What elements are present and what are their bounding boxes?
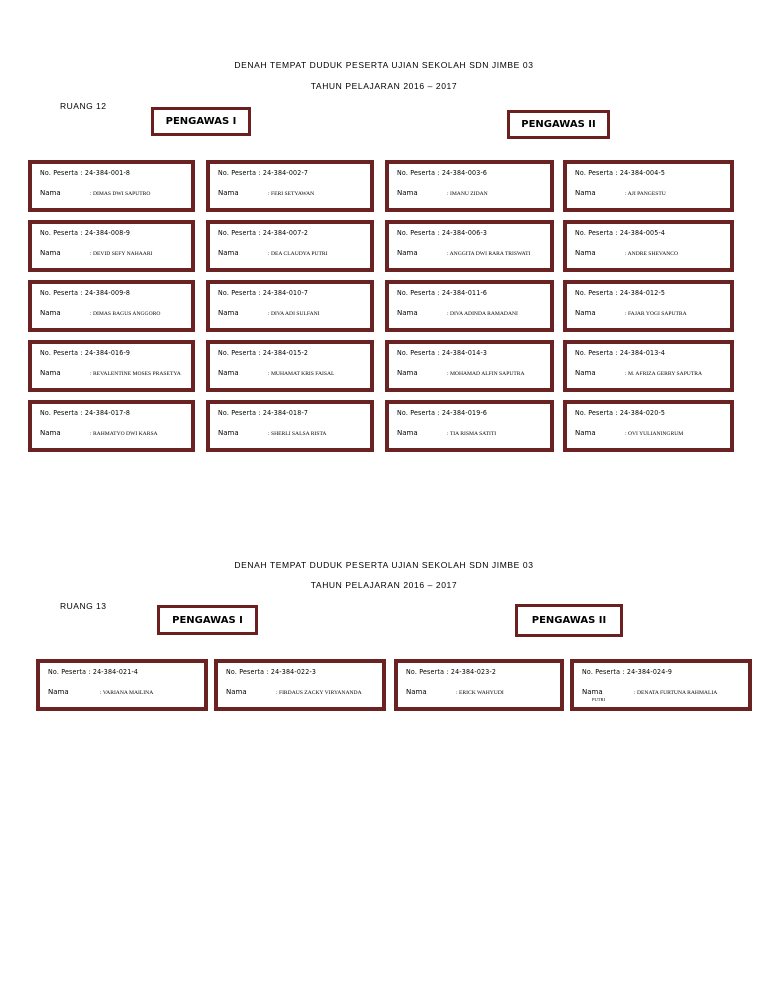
seat-card xyxy=(563,220,734,272)
participant-number-value: 24-384-024-9 xyxy=(626,668,673,676)
name-label: Nama xyxy=(226,688,247,696)
participant-number-value: 24-384-011-6 xyxy=(441,289,488,297)
room-12-label: RUANG 12 xyxy=(60,101,107,111)
participant-number xyxy=(575,289,665,297)
participant-number xyxy=(397,289,487,297)
participant-number-value: 24-384-004-5 xyxy=(619,169,666,177)
participant-number xyxy=(218,229,308,237)
seat-card xyxy=(563,400,734,452)
seat-card xyxy=(206,160,374,212)
participant-name: : IMANU ZIDAN xyxy=(447,191,488,197)
participant-number-label: No. Peserta : xyxy=(397,169,440,177)
seat-card xyxy=(36,659,208,711)
participant-number-label: No. Peserta : xyxy=(582,668,625,676)
name-label: Nama xyxy=(40,429,61,437)
participant-number-label: No. Peserta : xyxy=(218,169,261,177)
room-13-title: DENAH TEMPAT DUDUK PESERTA UJIAN SEKOLAH SDN JIMBE 03 xyxy=(234,560,534,570)
participant-name: : FIRDAUS ZACKY VIRYANANDA xyxy=(276,690,362,696)
name-label: Nama xyxy=(218,429,239,437)
participant-name: : FAJAR YOGI SAPUTRA xyxy=(625,311,687,317)
room-12-pengawas-2: PENGAWAS II xyxy=(507,110,610,139)
seat-card xyxy=(385,400,554,452)
participant-number-label: No. Peserta : xyxy=(397,409,440,417)
participant-name-continuation: PUTRI xyxy=(592,697,606,702)
name-label: Nama xyxy=(40,189,61,197)
seat-card xyxy=(206,340,374,392)
name-label: Nama xyxy=(218,189,239,197)
room-12-year: TAHUN PELAJARAN 2016 – 2017 xyxy=(310,81,458,91)
name-label: Nama xyxy=(40,249,61,257)
seat-card xyxy=(563,160,734,212)
participant-name: : OVI YULIANINGRUM xyxy=(625,431,684,437)
participant-number xyxy=(397,349,487,357)
participant-number-value: 24-384-022-3 xyxy=(270,668,317,676)
participant-name: : MOHAMAD ALFIN SAPUTRA xyxy=(447,371,525,377)
participant-number-label: No. Peserta : xyxy=(40,169,83,177)
seat-card xyxy=(28,160,195,212)
name-label: Nama xyxy=(397,369,418,377)
participant-name: : ERICK WAHYUDI xyxy=(456,690,504,696)
participant-number-label: No. Peserta : xyxy=(406,668,449,676)
participant-number-value: 24-384-005-4 xyxy=(619,229,666,237)
participant-number-value: 24-384-021-4 xyxy=(92,668,139,676)
participant-number-label: No. Peserta : xyxy=(48,668,91,676)
participant-name: : DEVID SEFY NAHAARI xyxy=(90,251,153,257)
participant-number-value: 24-384-008-9 xyxy=(84,229,131,237)
participant-number xyxy=(40,229,130,237)
seat-card xyxy=(214,659,386,711)
participant-name: : VARIANA MAILINA xyxy=(100,690,154,696)
seat-card xyxy=(206,280,374,332)
participant-number-value: 24-384-016-9 xyxy=(84,349,131,357)
seat-card xyxy=(394,659,564,711)
room-13-year: TAHUN PELAJARAN 2016 – 2017 xyxy=(310,580,458,590)
participant-number-value: 24-384-019-6 xyxy=(441,409,488,417)
name-label: Nama xyxy=(582,688,603,696)
participant-number-value: 24-384-020-5 xyxy=(619,409,666,417)
participant-name: : MUHAMAT KRIS FAISAL xyxy=(268,371,335,377)
name-label: Nama xyxy=(397,309,418,317)
participant-number xyxy=(48,668,138,676)
name-label: Nama xyxy=(397,189,418,197)
participant-number xyxy=(575,409,665,417)
participant-name: : DIVA ADI SULFANI xyxy=(268,311,320,317)
participant-number-label: No. Peserta : xyxy=(40,229,83,237)
participant-number xyxy=(40,349,130,357)
participant-number xyxy=(397,229,487,237)
participant-number-label: No. Peserta : xyxy=(575,409,618,417)
seat-card xyxy=(28,340,195,392)
name-label: Nama xyxy=(397,429,418,437)
participant-name: : DIMAS BAGUS ANGGORO xyxy=(90,311,161,317)
participant-number xyxy=(397,169,487,177)
participant-number xyxy=(218,169,308,177)
participant-number-value: 24-384-002-7 xyxy=(262,169,309,177)
seat-card xyxy=(385,220,554,272)
participant-number xyxy=(406,668,496,676)
participant-number-label: No. Peserta : xyxy=(575,229,618,237)
participant-number-label: No. Peserta : xyxy=(40,289,83,297)
participant-name: : AJI PANGESTU xyxy=(625,191,666,197)
participant-number xyxy=(40,409,130,417)
name-label: Nama xyxy=(218,249,239,257)
name-label: Nama xyxy=(575,189,596,197)
participant-number xyxy=(582,668,672,676)
participant-number-value: 24-384-010-7 xyxy=(262,289,309,297)
participant-name: : DIMAS DWI SAPUTRO xyxy=(90,191,151,197)
room-13-pengawas-2: PENGAWAS II xyxy=(515,604,623,637)
participant-number xyxy=(218,289,308,297)
participant-number xyxy=(40,169,130,177)
participant-number-value: 24-384-013-4 xyxy=(619,349,666,357)
participant-name: : FERI SETYAWAN xyxy=(268,191,315,197)
name-label: Nama xyxy=(48,688,69,696)
participant-number-label: No. Peserta : xyxy=(40,409,83,417)
seat-card xyxy=(206,220,374,272)
participant-number-value: 24-384-015-2 xyxy=(262,349,309,357)
participant-number-value: 24-384-017-8 xyxy=(84,409,131,417)
name-label: Nama xyxy=(40,309,61,317)
participant-number-label: No. Peserta : xyxy=(218,289,261,297)
participant-name: : DEA CLAUDYA PUTRI xyxy=(268,251,328,257)
participant-number-value: 24-384-012-5 xyxy=(619,289,666,297)
room-12-title: DENAH TEMPAT DUDUK PESERTA UJIAN SEKOLAH SDN JIMBE 03 xyxy=(234,60,534,70)
participant-name: : TIA RISMA SATITI xyxy=(447,431,497,437)
seat-card xyxy=(563,280,734,332)
participant-number xyxy=(218,349,308,357)
seat-card xyxy=(28,400,195,452)
participant-number-value: 24-384-018-7 xyxy=(262,409,309,417)
name-label: Nama xyxy=(397,249,418,257)
name-label: Nama xyxy=(40,369,61,377)
name-label: Nama xyxy=(575,429,596,437)
participant-number xyxy=(40,289,130,297)
participant-name: : ANDRE SHEVANCO xyxy=(625,251,679,257)
participant-number-value: 24-384-014-3 xyxy=(441,349,488,357)
room-12-pengawas-1: PENGAWAS I xyxy=(151,107,251,136)
participant-name: : SHERLI SALSA RISTA xyxy=(268,431,327,437)
participant-number-value: 24-384-023-2 xyxy=(450,668,497,676)
participant-number xyxy=(575,169,665,177)
seat-card xyxy=(28,220,195,272)
participant-number-label: No. Peserta : xyxy=(218,349,261,357)
participant-number-label: No. Peserta : xyxy=(575,289,618,297)
participant-number-label: No. Peserta : xyxy=(218,409,261,417)
participant-number xyxy=(575,229,665,237)
participant-number-label: No. Peserta : xyxy=(226,668,269,676)
participant-name: : DIVA ADINDA RAMADANI xyxy=(447,311,518,317)
participant-number xyxy=(226,668,316,676)
participant-name: : REVALENTINE MOSES PRASETYA xyxy=(90,371,181,377)
seat-card xyxy=(563,340,734,392)
participant-number xyxy=(575,349,665,357)
room-13-pengawas-1: PENGAWAS I xyxy=(157,605,258,635)
participant-number-value: 24-384-003-6 xyxy=(441,169,488,177)
name-label: Nama xyxy=(575,249,596,257)
participant-number-label: No. Peserta : xyxy=(397,349,440,357)
participant-number-label: No. Peserta : xyxy=(397,289,440,297)
name-label: Nama xyxy=(218,309,239,317)
participant-number-value: 24-384-001-8 xyxy=(84,169,131,177)
participant-number-label: No. Peserta : xyxy=(218,229,261,237)
name-label: Nama xyxy=(575,369,596,377)
participant-name: : RAHMATYO DWI KARSA xyxy=(90,431,158,437)
name-label: Nama xyxy=(406,688,427,696)
participant-number-label: No. Peserta : xyxy=(40,349,83,357)
participant-name: : M. AFRIZA GERRY SAPUTRA xyxy=(625,371,703,377)
seat-card xyxy=(28,280,195,332)
participant-number-value: 24-384-007-2 xyxy=(262,229,309,237)
participant-number xyxy=(397,409,487,417)
room-13-label: RUANG 13 xyxy=(60,601,107,611)
seat-card xyxy=(385,160,554,212)
participant-number-label: No. Peserta : xyxy=(575,169,618,177)
participant-name: : DENATA FURTUNA RAHMALIA xyxy=(634,690,718,696)
seat-card xyxy=(206,400,374,452)
participant-number-label: No. Peserta : xyxy=(397,229,440,237)
seat-card xyxy=(385,280,554,332)
participant-number xyxy=(218,409,308,417)
participant-name: : ANGGITA DWI RARA TRISWATI xyxy=(447,251,531,257)
seat-card xyxy=(570,659,752,711)
name-label: Nama xyxy=(218,369,239,377)
participant-number-label: No. Peserta : xyxy=(575,349,618,357)
participant-number-value: 24-384-006-3 xyxy=(441,229,488,237)
name-label: Nama xyxy=(575,309,596,317)
seat-card xyxy=(385,340,554,392)
participant-number-value: 24-384-009-8 xyxy=(84,289,131,297)
